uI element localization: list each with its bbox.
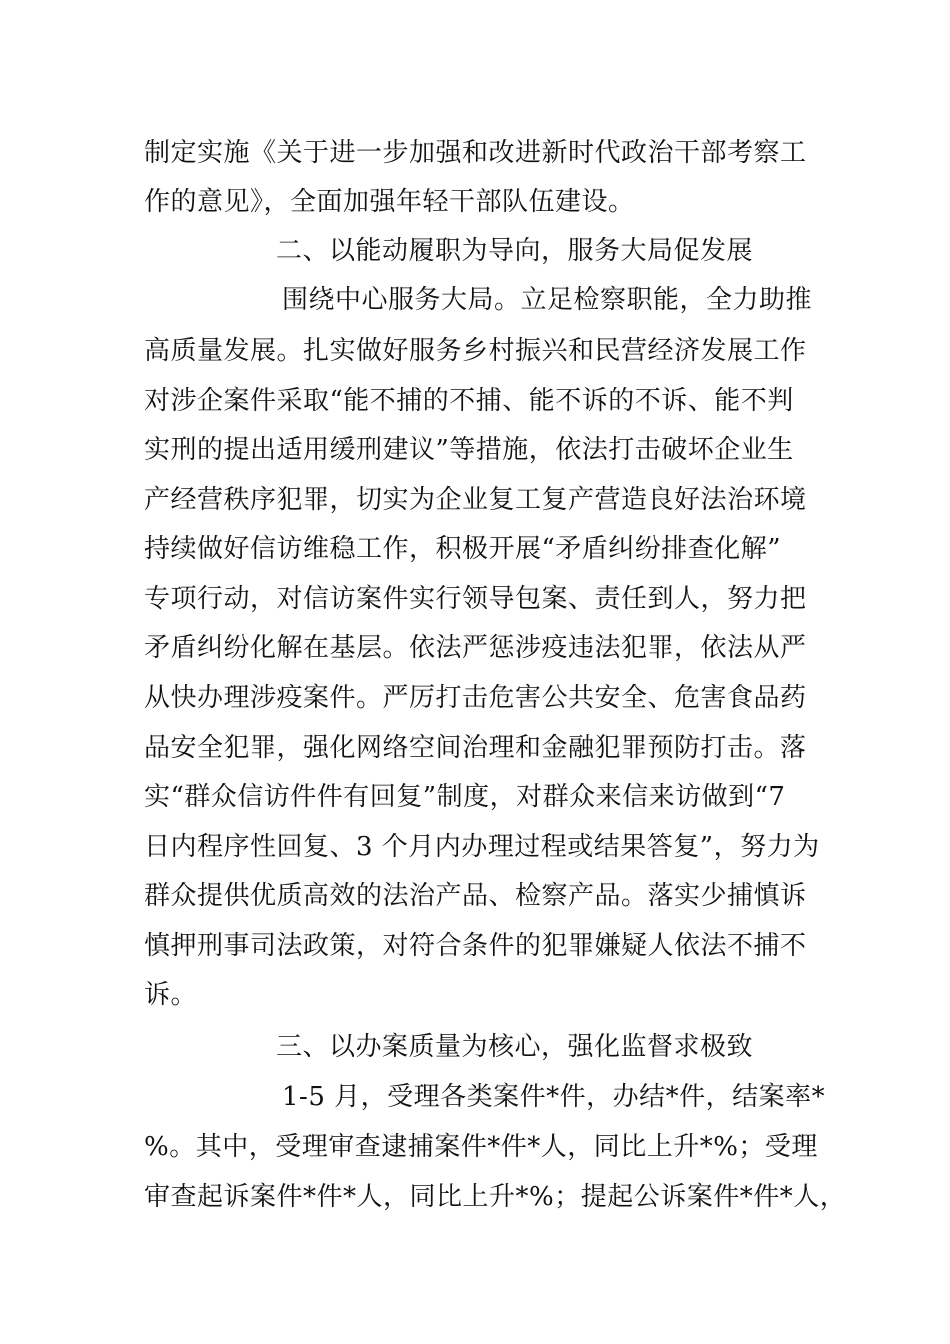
paragraph-line: 1-5 月，受理各类案件*件，办结*件，结案率* (282, 1082, 826, 1112)
paragraph-line: %。其中，受理审查逮捕案件*件*人，同比上升*%；受理 (144, 1132, 818, 1162)
paragraph-line: 围绕中心服务大局。立足检察职能，全力助推 (282, 285, 813, 315)
paragraph-line: 专项行动，对信访案件实行领导包案、责任到人，努力把 (144, 584, 807, 614)
paragraph-line: 品安全犯罪，强化网络空间治理和金融犯罪预防打击。落 (144, 733, 807, 763)
paragraph-line: 从快办理涉疫案件。严厉打击危害公共安全、危害食品药 (144, 683, 807, 713)
paragraph-line: 实“群众信访件件有回复”制度，对群众来信来访做到“7 (144, 782, 786, 812)
section-heading: 三、以办案质量为核心，强化监督求极致 (276, 1032, 754, 1062)
paragraph-line: 日内程序性回复、3 个月内办理过程或结果答复”，努力为 (144, 832, 820, 862)
paragraph-line: 作的意见》，全面加强年轻干部队伍建设。 (144, 187, 635, 217)
paragraph-line: 慎押刑事司法政策，对符合条件的犯罪嫌疑人依法不捕不 (144, 931, 807, 961)
paragraph-line: 诉。 (144, 980, 198, 1010)
paragraph-line: 群众提供优质高效的法治产品、检察产品。落实少捕慎诉 (144, 881, 807, 911)
paragraph-line: 对涉企案件采取“能不捕的不捕、能不诉的不诉、能不判 (144, 386, 794, 416)
paragraph-line: 实刑的提出适用缓刑建议”等措施，依法打击破坏企业生 (144, 435, 794, 465)
paragraph-line: 持续做好信访维稳工作，积极开展“矛盾纠纷排查化解” (144, 534, 782, 564)
paragraph-line: 产经营秩序犯罪，切实为企业复工复产营造良好法治环境 (144, 485, 807, 515)
paragraph-line: 制定实施《关于进一步加强和改进新时代政治干部考察工 (144, 138, 807, 168)
paragraph-line: 审查起诉案件*件*人，同比上升*%；提起公诉案件*件*人， (144, 1182, 847, 1212)
paragraph-line: 高质量发展。扎实做好服务乡村振兴和民营经济发展工作 (144, 336, 807, 366)
section-heading: 二、以能动履职为导向，服务大局促发展 (276, 236, 754, 266)
paragraph-line: 矛盾纠纷化解在基层。依法严惩涉疫违法犯罪，依法从严 (144, 633, 807, 663)
